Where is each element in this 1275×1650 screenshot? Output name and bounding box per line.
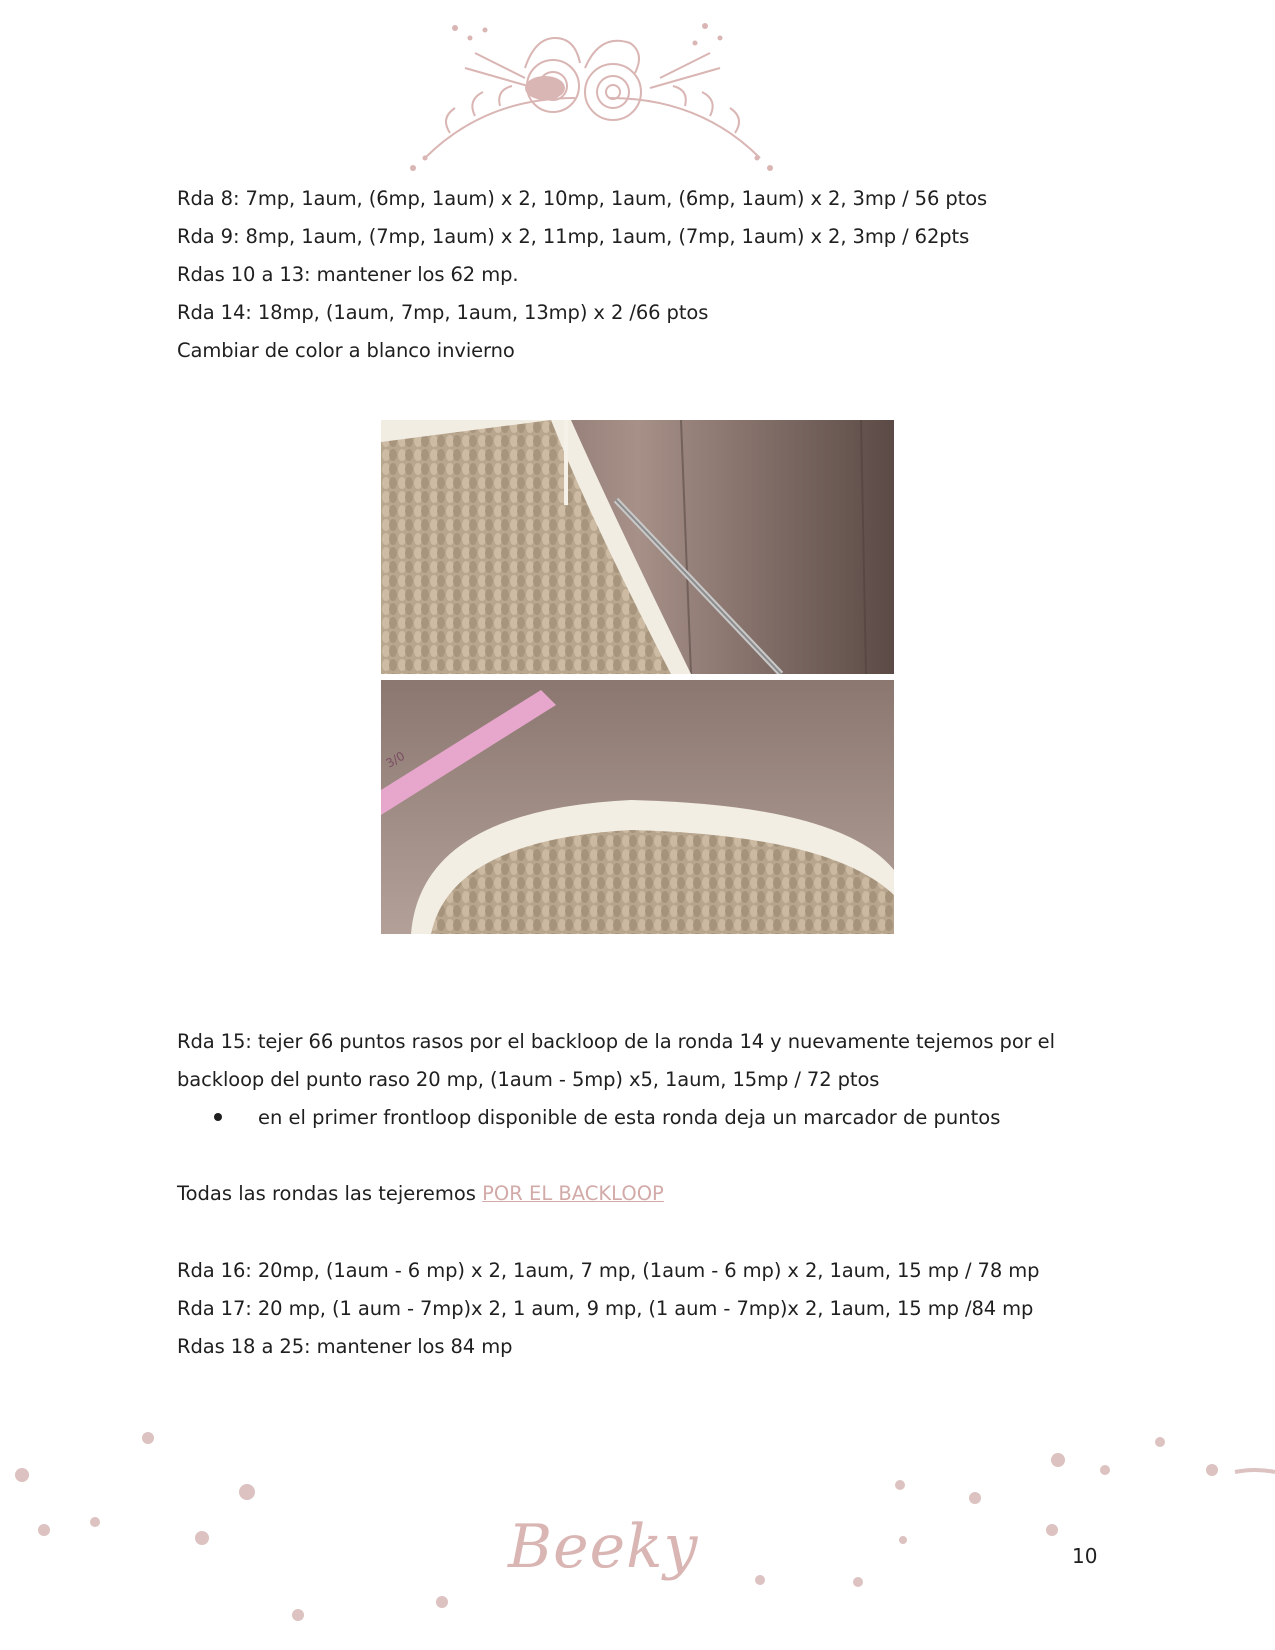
pattern-row-8: Rda 8: 7mp, 1aum, (6mp, 1aum) x 2, 10mp, 1aum, (6mp, 1aum) x 2, 3mp / 56 ptos: [177, 187, 988, 210]
page-number: 10: [1072, 1544, 1098, 1568]
hook-size-label: 3/0: [383, 748, 408, 771]
pattern-row-14: Rda 14: 18mp, (1aum, 7mp, 1aum, 13mp) x 2 /66 ptos: [177, 301, 709, 324]
pattern-row-15-line2: backloop del punto raso 20 mp, (1aum - 5mp) x5, 1aum, 15mp / 72 ptos: [177, 1068, 880, 1091]
pattern-rows-bottom: [177, 1252, 1039, 1366]
stitch-marker-bullet: [214, 1099, 1000, 1137]
bullet-dot: [214, 1113, 222, 1121]
bullet-text: en el primer frontloop disponible de esta ronda deja un marcador de puntos: [258, 1106, 1001, 1129]
pattern-row-9: Rda 9: 8mp, 1aum, (7mp, 1aum) x 2, 11mp, 1aum, (7mp, 1aum) x 2, 3mp / 62pts: [177, 225, 970, 248]
pattern-row-16: Rda 16: 20mp, (1aum - 6 mp) x 2, 1aum, 7 mp, (1aum - 6 mp) x 2, 1aum, 15 mp / 78 mp: [177, 1259, 1040, 1282]
crochet-photo-bottom: [381, 680, 894, 934]
pattern-rows-top: [177, 180, 987, 370]
all-rows-note: [177, 1175, 664, 1213]
floral-header-ornament: [395, 8, 790, 178]
pattern-rows-18-25: Rdas 18 a 25: mantener los 84 mp: [177, 1335, 513, 1358]
pattern-row-15: [177, 1023, 1107, 1099]
color-change-note: Cambiar de color a blanco invierno: [177, 339, 515, 362]
all-rows-prefix: Todas las rondas las tejeremos: [177, 1182, 483, 1205]
backloop-link[interactable]: POR EL BACKLOOP: [482, 1182, 664, 1205]
pattern-row-15-line1: Rda 15: tejer 66 puntos rasos por el backloop de la ronda 14 y nuevamente tejemos por el: [177, 1030, 1055, 1053]
brand-logo: Beeky: [508, 1512, 699, 1582]
crochet-photo-top: [381, 420, 894, 674]
pattern-rows-10-13: Rdas 10 a 13: mantener los 62 mp.: [177, 263, 519, 286]
pattern-row-17: Rda 17: 20 mp, (1 aum - 7mp)x 2, 1 aum, 9 mp, (1 aum - 7mp)x 2, 1aum, 15 mp /84 mp: [177, 1297, 1034, 1320]
